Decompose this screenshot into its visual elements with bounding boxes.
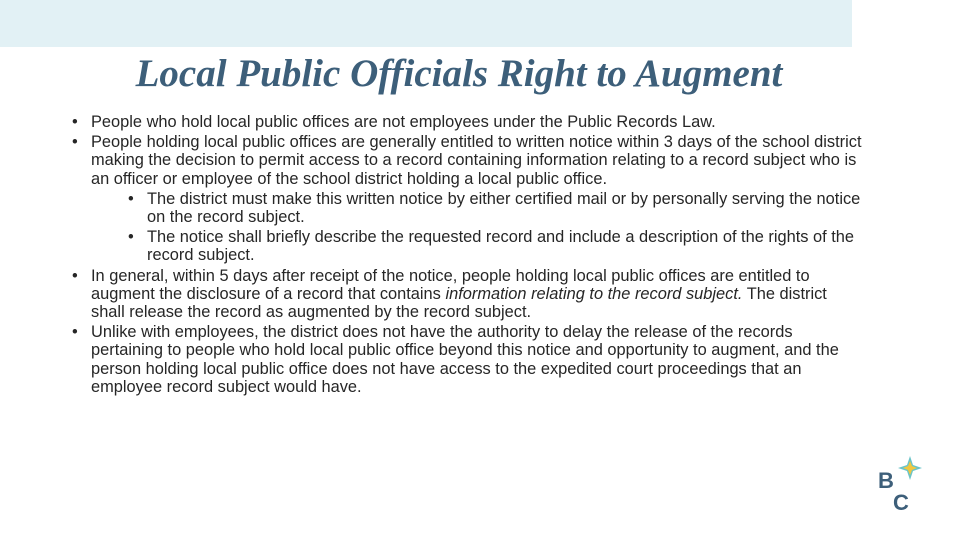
bullet-text-part: The district shall release the record as augmented by the record subject. (91, 284, 827, 322)
slide-body (72, 113, 862, 398)
bullet-item (72, 267, 862, 322)
logo-letter-c: C (893, 490, 909, 515)
logo-letter-b: B (878, 468, 894, 493)
bullet-item (72, 113, 862, 131)
bullet-dot: • (128, 189, 134, 208)
bullet-dot: • (72, 133, 78, 152)
bullet-item (72, 133, 862, 264)
bullet-text: People who hold local public offices are not employees under the Public Records Law. (91, 113, 716, 131)
bullet-dot: • (128, 228, 134, 247)
header-band (0, 0, 852, 47)
sub-bullet-item (128, 190, 862, 226)
bullet-item (72, 323, 862, 396)
sub-bullet-text: The district must make this written notice by either certified mail or by personally serving the notice on the record subject. (147, 189, 861, 227)
bullet-text: Unlike with employees, the district does not have the authority to delay the release of the records pertaining to people who hold local public office beyond this notice and opportunity to augment, and the person holding local public office does not have access to the expedited court proceedings that an employee record subject would have. (91, 323, 839, 396)
logo-graphic (874, 454, 926, 516)
sub-bullet-item (128, 228, 862, 264)
bullet-text (91, 267, 827, 321)
bullet-text-part: In general, within 5 days after receipt of the notice, people holding local public offices are entitled to augment the disclosure of a record that contains (91, 266, 810, 303)
sub-bullet-text: The notice shall briefly describe the requested record and include a description of the rights of the record subject. (147, 228, 855, 265)
emphasized-text: information relating to the record subject. (445, 284, 743, 303)
sparkle-icon (898, 456, 922, 480)
bc-logo (874, 454, 926, 516)
bullet-dot: • (72, 323, 78, 342)
bullet-dot: • (72, 113, 78, 131)
bullet-dot: • (72, 266, 78, 285)
bullet-text: People holding local public offices are generally entitled to written notice within 3 days of the school district making the decision to permit access to a record containing information relating to a record subject who is an officer or employee of the school district holding a local public office. (91, 133, 862, 188)
slide-title: Local Public Officials Right to Augment (135, 52, 783, 95)
